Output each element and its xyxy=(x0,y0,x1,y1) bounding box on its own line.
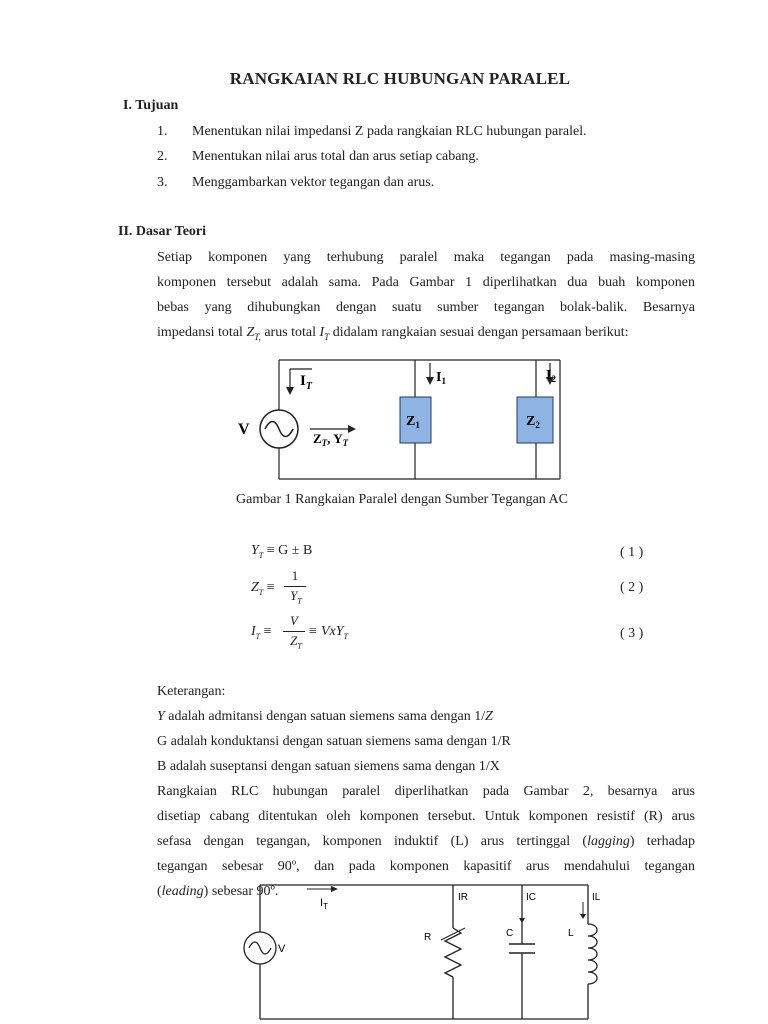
fig2-current-total-label: $I_T$ xyxy=(320,897,328,911)
paragraph-line: sefasa dengan tegangan, komponen induktif (L) arus tertinggal (lagging) terhadap xyxy=(157,834,696,849)
section-heading-dasar-teori: II. Dasar Teori xyxy=(118,224,207,239)
resistor-icon xyxy=(445,928,461,977)
inductor-label: L xyxy=(568,928,574,939)
equation-3-denominator: $Z_T$ xyxy=(290,633,302,651)
equation-3-number: ( 3 ) xyxy=(620,626,644,641)
equation-1: $Y_T \equiv G \pm B$ xyxy=(251,543,313,560)
ir-label: IR xyxy=(458,892,468,903)
source-label: V xyxy=(238,421,250,438)
current-1-label: $I_1$ xyxy=(436,370,446,386)
impedance-z1-label: $Z_1$ xyxy=(406,414,420,430)
paragraph-line: komponen tersebut adalah sama. Pada Gambar 1 diperlihatkan dua buah komponen xyxy=(157,275,695,290)
list-item: Menggambarkan vektor tegangan dan arus. xyxy=(192,175,435,190)
keterangan-line: B adalah suseptansi dengan satuan siemens sama dengan 1/X xyxy=(157,759,500,774)
keterangan-heading: Keterangan: xyxy=(157,684,226,699)
current-total-label: $I_T$ xyxy=(300,373,312,392)
page-title: RANGKAIAN RLC HUBUNGAN PARALEL xyxy=(229,69,571,88)
paragraph-line: impedansi total $Z_{T,}$ arus total $I_T$ didalam rangkaian sesuai dengan persamaan berikut: xyxy=(157,325,629,342)
equation-3-tail: ≡ VxY$_T$ xyxy=(308,624,348,641)
equation-3-numerator: V xyxy=(290,613,298,628)
paragraph-line: Setiap komponen yang terhubung paralel maka tegangan pada masing-masing xyxy=(157,250,695,265)
il-label: IL xyxy=(592,892,601,903)
keterangan-line: G adalah konduktansi dengan satuan siemens sama dengan 1/R xyxy=(157,734,511,749)
paragraph-line: (leading) sebesar 90º. xyxy=(157,884,279,899)
fig2-source-label: V xyxy=(278,943,286,955)
paragraph-line: disetiap cabang ditentukan oleh komponen tersebut. Untuk komponen resistif (R) arus xyxy=(157,809,695,824)
equation-2-numerator: 1 xyxy=(291,568,299,583)
keterangan-line: Y adalah admitansi dengan satuan siemens sama dengan 1/Z xyxy=(157,709,493,724)
resistor-label: R xyxy=(424,932,432,943)
equation-2-denominator: $Y_T$ xyxy=(290,588,302,606)
list-item-number: 1. xyxy=(157,124,168,139)
equation-1-number: ( 1 ) xyxy=(620,545,644,560)
paragraph-line: Rangkaian RLC hubungan paralel diperlihatkan pada Gambar 2, besarnya arus xyxy=(157,784,695,799)
current-2-label: $I_2$ xyxy=(546,368,556,384)
ic-label: IC xyxy=(526,892,536,903)
capacitor-label: C xyxy=(506,928,514,939)
figure-2-circuit xyxy=(225,880,625,1024)
list-item-number: 2. xyxy=(157,149,168,164)
impedance-admittance-label: $Z_T$, $Y_T$ xyxy=(313,431,349,448)
impedance-z2-label: $Z_2$ xyxy=(526,414,540,430)
section-heading-tujuan: I. Tujuan xyxy=(123,98,179,113)
inductor-icon xyxy=(588,924,597,984)
paragraph-line: tegangan sebesar 90º, dan pada komponen kapasitif arus mendahului tegangan xyxy=(157,859,695,874)
fraction-line xyxy=(284,586,306,587)
equation-3: $I_T$ ≡ xyxy=(251,624,272,641)
equation-2: $Z_T$ ≡ xyxy=(251,580,275,597)
figure-1-circuit xyxy=(230,355,590,485)
paragraph-line: bebas yang dihubungkan dengan suatu sumber tegangan bolak-balik. Besarnya xyxy=(157,300,695,315)
list-item: Menentukan nilai impedansi Z pada rangkaian RLC hubungan paralel. xyxy=(192,124,587,139)
equation-2-number: ( 2 ) xyxy=(620,580,644,595)
list-item-number: 3. xyxy=(157,175,168,190)
figure-1-caption: Gambar 1 Rangkaian Paralel dengan Sumber Tegangan AC xyxy=(236,492,568,507)
fraction-line xyxy=(283,631,305,632)
list-item: Menentukan nilai arus total dan arus setiap cabang. xyxy=(192,149,479,164)
